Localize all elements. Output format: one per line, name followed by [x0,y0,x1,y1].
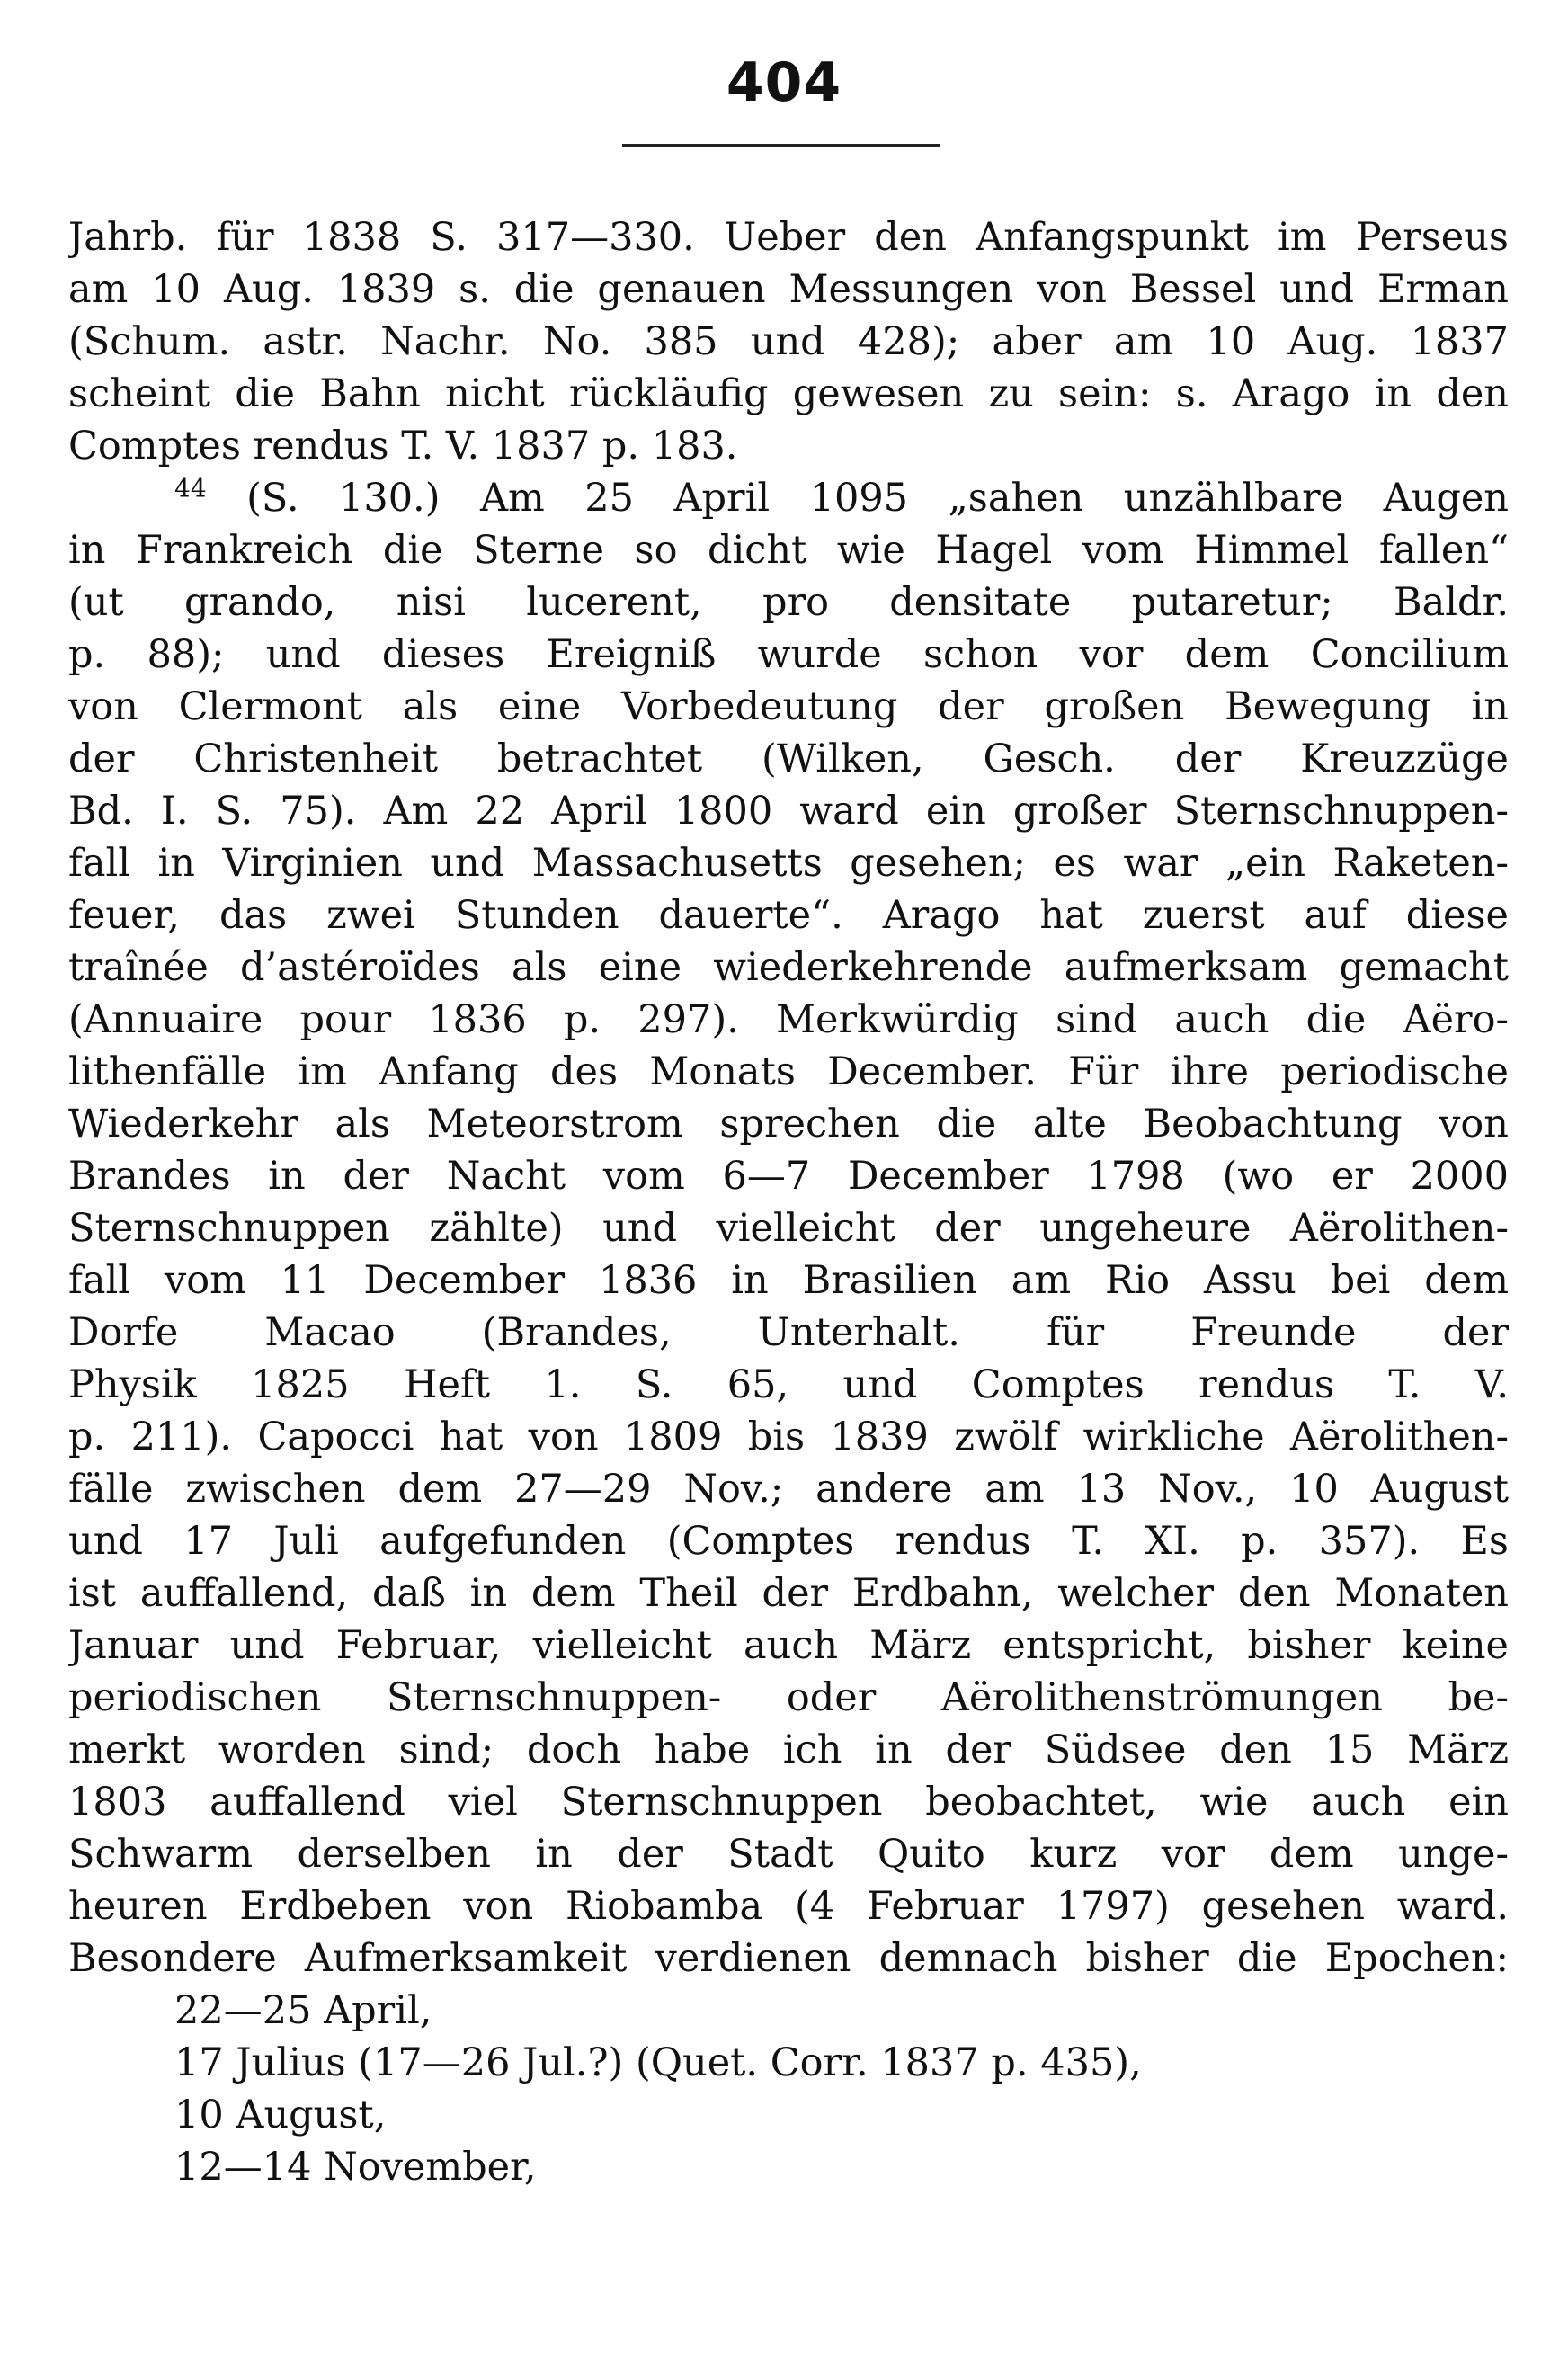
text-line: periodischen Sternschnuppen- oder Aërolithenströmungen be- [68,1675,1509,1720]
text-line: (ut grando, nisi lucerent, pro densitate putaretur; Baldr. [68,580,1509,625]
text-line: am 10 Aug. 1839 s. die genauen Messungen von Bessel und Erman [68,267,1509,312]
footnote-number: 44 [174,473,207,504]
text-line: fälle zwischen dem 27—29 Nov.; andere am 13 Nov., 10 August [68,1467,1509,1512]
text-line: fall vom 11 December 1836 in Brasilien am Rio Assu bei dem [68,1258,1509,1303]
text-line: p. 211). Capocci hat von 1809 bis 1839 zwölf wirkliche Aërolithen- [68,1414,1509,1459]
epoch-item: 22—25 April, [174,1988,432,2033]
text-line: ist auffallend, daß in dem Theil der Erdbahn, welcher den Monaten [68,1571,1509,1616]
text-line: heuren Erdbeben von Riobamba (4 Februar 1797) gesehen ward. [68,1884,1509,1929]
text-line: Besondere Aufmerksamkeit verdienen demnach bisher die Epochen: [68,1936,1509,1981]
epoch-item: 17 Julius (17—26 Jul.?) (Quet. Corr. 1837 p. 435), [174,2040,1142,2085]
text-line: p. 88); und dieses Ereigniß wurde schon vor dem Concilium [68,632,1509,677]
text-line: Wiederkehr als Meteorstrom sprechen die alte Beobachtung von [68,1102,1509,1147]
text-line: traînée d’astéroïdes als eine wiederkehrende aufmerksam gemacht [68,945,1509,990]
epoch-item: 10 August, [174,2093,387,2137]
text-line: lithenfälle im Anfang des Monats December. Für ihre periodische [68,1049,1509,1094]
text-line: Sternschnuppen zählte) und vielleicht der ungeheure Aërolithen- [68,1206,1509,1251]
text-line: Januar und Februar, vielleicht auch März entspricht, bisher keine [68,1623,1509,1668]
text-line: Comptes rendus T. V. 1837 p. 183. [68,424,738,469]
text-line: und 17 Juli aufgefunden (Comptes rendus T. XI. p. 357). Es [68,1519,1509,1564]
text-line: merkt worden sind; doch habe ich in der Südsee den 15 März [68,1727,1509,1772]
text-line: (Schum. astr. Nachr. No. 385 und 428); aber am 10 Aug. 1837 [68,319,1509,364]
text-line: Physik 1825 Heft 1. S. 65, und Comptes rendus T. V. [68,1362,1509,1407]
text-line: Bd. I. S. 75). Am 22 April 1800 ward ein großer Sternschnuppen- [68,789,1509,834]
page-number: 404 [726,51,842,114]
text-line: 1803 auffallend viel Sternschnuppen beobachtet, wie auch ein [68,1780,1509,1825]
text-line: Brandes in der Nacht vom 6—7 December 1798 (wo er 2000 [68,1154,1509,1199]
header-rule [622,144,940,147]
footnote-first-line [68,472,1509,524]
text-line: fall in Virginien und Massachusetts gesehen; es war „ein Raketen- [68,841,1509,886]
text-line: feuer, das zwei Stunden dauerte“. Arago hat zuerst auf diese [68,893,1509,938]
text-line: Schwarm derselben in der Stadt Quito kurz vor dem unge- [68,1832,1509,1877]
text-line: von Clermont als eine Vorbedeutung der großen Bewegung in [68,684,1509,729]
body-text [68,211,1509,2193]
text-line: in Frankreich die Sterne so dicht wie Hagel vom Himmel fallen“ [68,528,1509,573]
text-line: Dorfe Macao (Brandes, Unterhalt. für Freunde der [68,1310,1509,1355]
text-line: scheint die Bahn nicht rückläufig gewesen zu sein: s. Arago in den [68,371,1509,416]
text-line: der Christenheit betrachtet (Wilken, Gesch. der Kreuzzüge [68,736,1509,781]
text-line: (S. 130.) Am 25 April 1095 „sahen unzählbare Augen [246,476,1509,521]
text-line: Jahrb. für 1838 S. 317—330. Ueber den Anfangspunkt im Perseus [68,215,1509,260]
epoch-item: 12—14 November, [174,2145,537,2190]
text-line: (Annuaire pour 1836 p. 297). Merkwürdig sind auch die Aëro- [68,997,1509,1042]
